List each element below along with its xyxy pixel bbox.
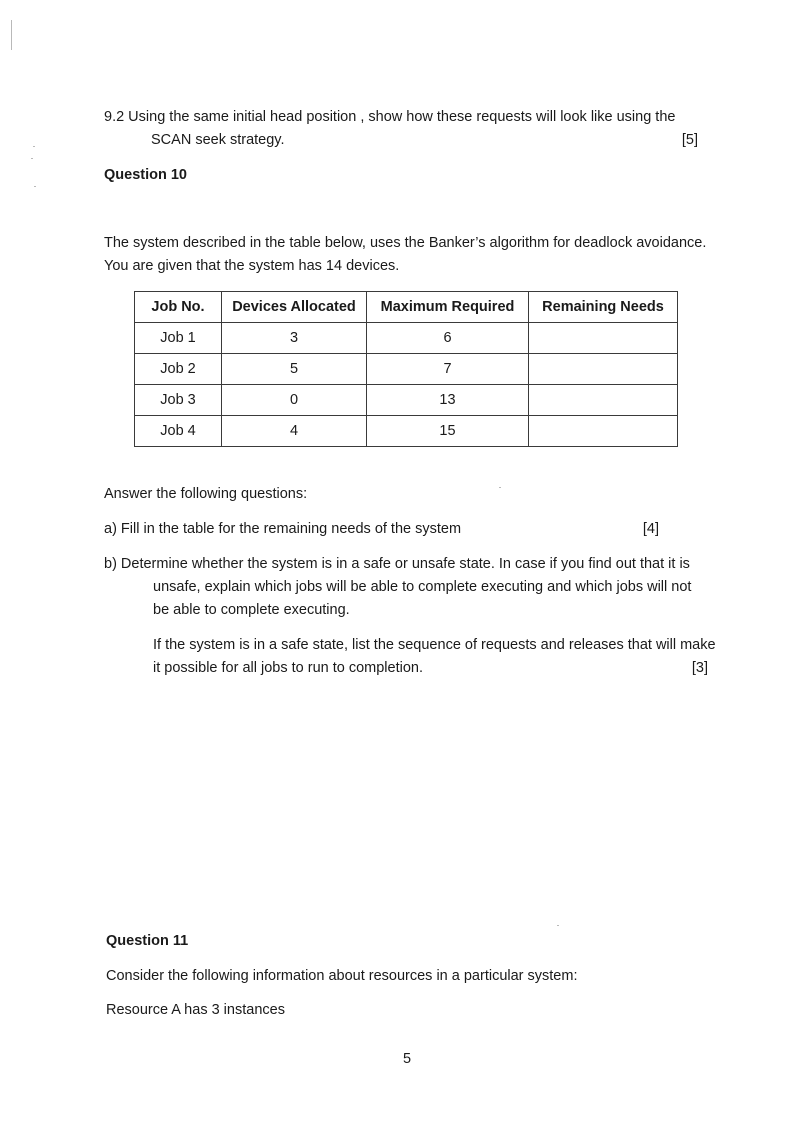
cell-maximum: 15 [367,416,529,447]
bankers-table [134,291,678,447]
cell-job: Job 2 [135,354,222,385]
part-b-para2-line2: it possible for all jobs to run to completion. [153,660,423,676]
table-row [135,416,678,447]
page-number: 5 [403,1051,412,1067]
col-header-job-no: Job No. [135,292,222,323]
cell-remaining-empty [529,354,678,385]
q11-intro: Consider the following information about resources in a particular system: [106,968,578,984]
cell-allocated: 4 [222,416,367,447]
table-row [135,385,678,416]
cell-job: Job 4 [135,416,222,447]
q11-resource-a: Resource A has 3 instances [106,1002,285,1018]
cell-allocated: 3 [222,323,367,354]
cell-maximum: 6 [367,323,529,354]
part-a-text: a) Fill in the table for the remaining needs of the system [104,521,462,537]
cell-job: Job 3 [135,385,222,416]
table-header-row [135,292,678,323]
q11-heading: Question 11 [106,933,189,949]
part-b-line3: be able to complete executing. [153,602,350,618]
q9-2-line2-row [151,129,698,152]
q9-2-line1: 9.2 Using the same initial head position , show how these requests will look like using the [104,109,676,125]
cell-job: Job 1 [135,323,222,354]
cell-remaining-empty [529,323,678,354]
q9-2-text [104,106,708,129]
col-header-maximum-required: Maximum Required [367,292,529,323]
answer-prompt: Answer the following questions: [104,486,308,502]
cell-remaining-empty [529,416,678,447]
q10-intro-line2: You are given that the system has 14 devices. [104,258,400,274]
part-a-row [104,518,659,541]
col-header-remaining-needs: Remaining Needs [529,292,678,323]
q9-2-line2: SCAN seek strategy. [151,132,285,148]
part-b-line1: b) Determine whether the system is in a safe or unsafe state. In case if you find out that it is [104,556,690,572]
col-header-devices-allocated: Devices Allocated [222,292,367,323]
cell-allocated: 0 [222,385,367,416]
part-b-line2: unsafe, explain which jobs will be able to complete executing and which jobs will not [153,579,692,595]
cell-maximum: 13 [367,385,529,416]
part-b-para2-line2-row [153,657,708,680]
part-a-marks: [4] [642,521,659,537]
table-row [135,354,678,385]
part-b-para2-line1: If the system is in a safe state, list the sequence of requests and releases that will make [153,637,716,653]
cell-allocated: 5 [222,354,367,385]
cell-remaining-empty [529,385,678,416]
q9-2-marks: [5] [681,132,698,148]
part-b-marks: [3] [691,660,708,676]
table-row [135,323,678,354]
cell-maximum: 7 [367,354,529,385]
q10-heading: Question 10 [104,167,187,183]
q10-intro-line1: The system described in the table below, uses the Banker’s algorithm for deadlock avoidance. [104,235,707,251]
